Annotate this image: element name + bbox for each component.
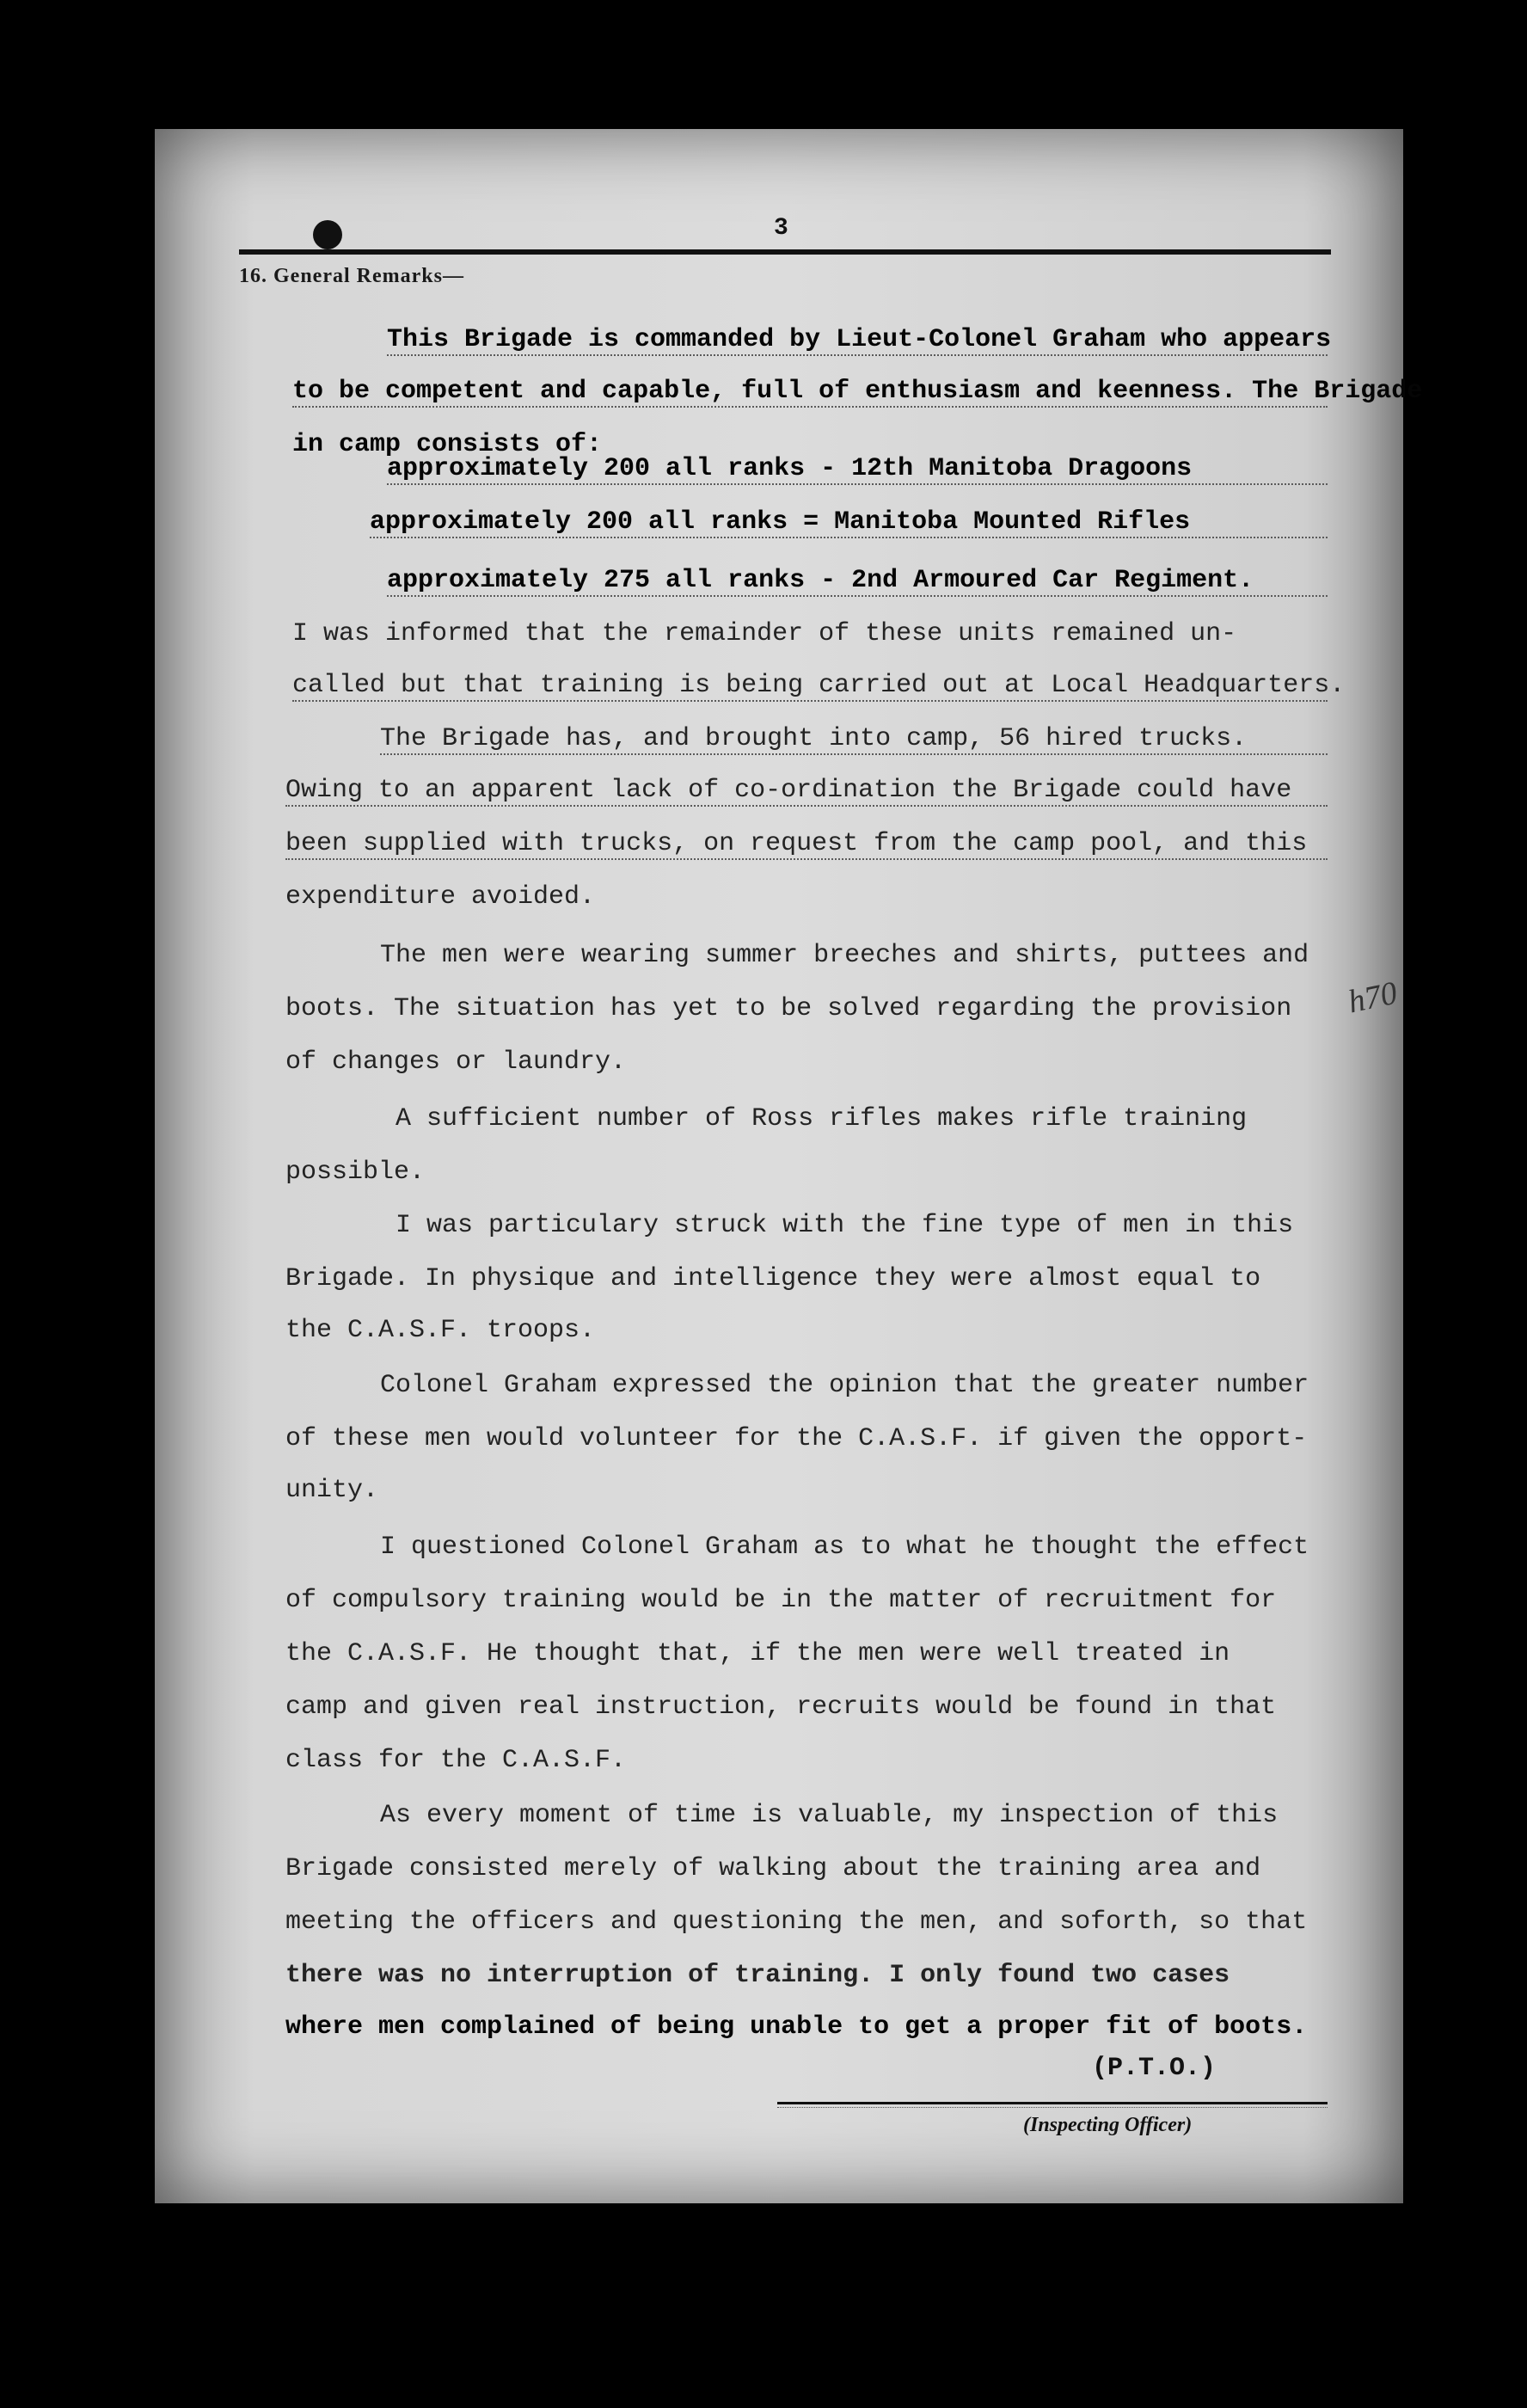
text-line: to be competent and capable, full of enthusiasm and keenness. The Brigade: [292, 377, 1423, 406]
text-line: I was particulary struck with the fine type of men in this: [396, 1211, 1294, 1240]
text-line: I questioned Colonel Graham as to what he thought the effect: [380, 1533, 1309, 1562]
text-line: approximately 200 all ranks = Manitoba Mounted Rifles: [370, 507, 1328, 538]
text-line: unity.: [285, 1476, 379, 1505]
text-line: The men were wearing summer breeches and shirts, puttees and: [380, 941, 1309, 970]
text-line: I was informed that the remainder of these units remained un-: [292, 619, 1237, 648]
text-line: where men complained of being unable to get a proper fit of boots.: [285, 2012, 1308, 2042]
text-line: approximately 275 all ranks - 2nd Armoured Car Regiment.: [387, 566, 1328, 597]
text-line: expenditure avoided.: [285, 882, 596, 912]
section-heading: 16. General Remarks—: [239, 265, 464, 287]
text-line: This Brigade is commanded by Lieut-Colonel Graham who appears: [387, 325, 1332, 354]
text-line: the C.A.S.F. He thought that, if the men were well treated in: [285, 1639, 1230, 1668]
text-line: called but that training is being carried out at Local Headquarters.: [292, 671, 1346, 700]
text-line: Brigade consisted merely of walking about the training area and: [285, 1854, 1261, 1883]
signature-caption: (Inspecting Officer): [1023, 2114, 1193, 2136]
text-line: the C.A.S.F. troops.: [285, 1316, 596, 1345]
signature-rule: [777, 2102, 1328, 2108]
text-line: Owing to an apparent lack of co-ordination the Brigade could have: [285, 776, 1328, 807]
text-line: there was no interruption of training. I only found two cases: [285, 1961, 1230, 1990]
document-page: [155, 129, 1423, 2203]
text-line: As every moment of time is valuable, my inspection of this: [380, 1801, 1279, 1830]
punch-hole: [313, 220, 342, 249]
header-rule: [239, 249, 1331, 255]
text-line: The Brigade has, and brought into camp, 56 hired trucks.: [380, 724, 1328, 755]
text-line: of compulsory training would be in the matter of recruitment for: [285, 1586, 1277, 1615]
text-line: A sufficient number of Ross rifles makes rifle training: [396, 1104, 1248, 1133]
text-line: boots. The situation has yet to be solved regarding the provision: [285, 994, 1292, 1023]
margin-annotation: h70: [1345, 974, 1401, 1021]
text-line: approximately 200 all ranks - 12th Manitoba Dragoons: [387, 454, 1328, 485]
text-line: possible.: [285, 1158, 426, 1187]
text-line: of changes or laundry.: [285, 1047, 627, 1077]
text-line: meeting the officers and questioning the men, and soforth, so that: [285, 1907, 1308, 1937]
text-line: Brigade. In physique and intelligence they were almost equal to: [285, 1264, 1261, 1293]
text-line: class for the C.A.S.F.: [285, 1746, 627, 1775]
text-line: in camp consists of:: [292, 430, 603, 459]
pto-note: (P.T.O.): [1092, 2054, 1217, 2083]
page-number: 3: [774, 215, 788, 242]
text-line: of these men would volunteer for the C.A.S.F. if given the opport-: [285, 1424, 1308, 1453]
text-line: Colonel Graham expressed the opinion that the greater number: [380, 1371, 1309, 1400]
text-line: been supplied with trucks, on request from the camp pool, and this: [285, 829, 1328, 860]
text-line: camp and given real instruction, recruits would be found in that: [285, 1692, 1277, 1722]
